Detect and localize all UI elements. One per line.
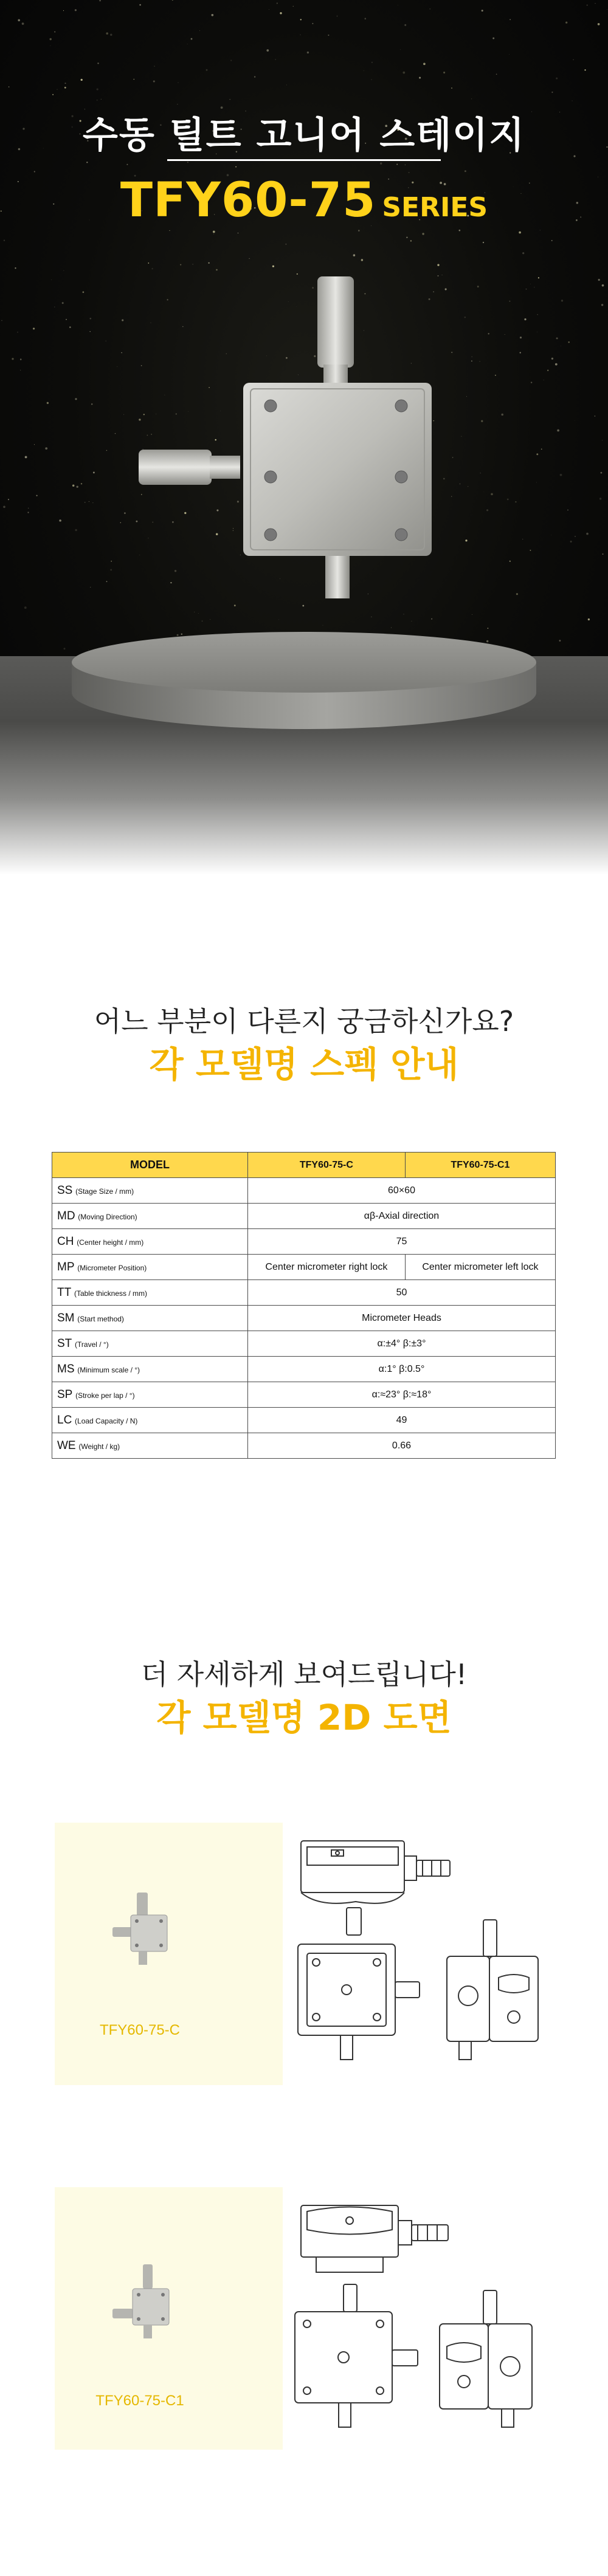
row-abbr: SP	[57, 1388, 73, 1401]
row-desc: (Start method)	[77, 1314, 124, 1323]
row-label	[52, 1178, 248, 1204]
row-desc: (Table thickness / mm)	[74, 1289, 147, 1298]
row-label	[52, 1255, 248, 1280]
table-row	[52, 1357, 556, 1382]
model-name-c: TFY60-75-C	[99, 2022, 181, 2038]
2d-drawing-c1	[283, 2187, 547, 2450]
model-card-c1	[55, 2187, 547, 2450]
row-abbr: SM	[57, 1311, 75, 1324]
table-row	[52, 1433, 556, 1459]
row-label	[52, 1280, 248, 1306]
row-value: 49	[248, 1408, 556, 1433]
2d-drawing-c	[283, 1823, 547, 2085]
row-abbr: MP	[57, 1260, 75, 1273]
row-value-c1: Center micrometer left lock	[405, 1255, 555, 1280]
model-name-c1: TFY60-75-C1	[95, 2393, 184, 2409]
row-label	[52, 1357, 248, 1382]
row-desc: (Minimum scale / °)	[77, 1365, 140, 1374]
row-abbr: ST	[57, 1337, 72, 1350]
row-abbr: SS	[57, 1184, 73, 1197]
row-desc: (Micrometer Position)	[77, 1263, 147, 1272]
spec-table	[52, 1152, 556, 1459]
row-value: α:≈23° β:≈18°	[248, 1382, 556, 1408]
series-label: SERIES	[382, 192, 488, 223]
row-label	[52, 1331, 248, 1357]
table-row	[52, 1331, 556, 1357]
table-row	[52, 1178, 556, 1204]
row-desc: (Stage Size / mm)	[75, 1187, 134, 1196]
product-thumbnail	[109, 2263, 182, 2348]
spec-question: 어느 부분이 다른지 궁금하신가요?	[94, 1005, 514, 1038]
row-abbr: MS	[57, 1362, 75, 1375]
model-card-c	[55, 1823, 547, 2085]
row-value: Micrometer Heads	[248, 1306, 556, 1331]
row-desc: (Weight / kg)	[78, 1442, 120, 1451]
row-abbr: CH	[57, 1235, 74, 1248]
drawing-panel	[283, 2187, 547, 2450]
table-row	[52, 1280, 556, 1306]
row-value: 60×60	[248, 1178, 556, 1204]
row-value: 75	[248, 1229, 556, 1255]
row-value: αβ-Axial direction	[248, 1204, 556, 1229]
row-value: 50	[248, 1280, 556, 1306]
table-row	[52, 1306, 556, 1331]
row-label	[52, 1306, 248, 1331]
row-desc: (Center height / mm)	[77, 1238, 144, 1247]
table-row	[52, 1229, 556, 1255]
drawing-panel	[283, 1823, 547, 2085]
row-abbr: WE	[57, 1439, 76, 1452]
row-value: α:1° β:0.5°	[248, 1357, 556, 1382]
table-row	[52, 1408, 556, 1433]
drawing-question: 더 자세하게 보여드립니다!	[140, 1658, 468, 1691]
table-row	[52, 1255, 556, 1280]
row-abbr: LC	[57, 1413, 72, 1427]
goniometer-stage-image	[0, 0, 608, 875]
header-col2: TFY60-75-C1	[405, 1153, 555, 1178]
hero-banner	[0, 0, 608, 875]
spec-heading: 각 모델명 스펙 안내	[149, 1044, 459, 1085]
row-label	[52, 1433, 248, 1459]
row-desc: (Stroke per lap / °)	[75, 1391, 135, 1400]
row-label	[52, 1229, 248, 1255]
header-model: MODEL	[52, 1153, 248, 1178]
table-row	[52, 1204, 556, 1229]
drawing-heading: 각 모델명 2D 도면	[156, 1697, 452, 1738]
table-row	[52, 1382, 556, 1408]
product-thumbnail	[109, 1889, 182, 1975]
row-abbr: MD	[57, 1209, 75, 1222]
header-col1: TFY60-75-C	[248, 1153, 406, 1178]
row-desc: (Travel / °)	[75, 1340, 109, 1349]
row-desc: (Load Capacity / N)	[75, 1416, 138, 1425]
row-value: α:±4° β:±3°	[248, 1331, 556, 1357]
row-label	[52, 1382, 248, 1408]
model-code: TFY60-75	[120, 173, 376, 228]
spec-table-header	[52, 1153, 556, 1178]
row-value: 0.66	[248, 1433, 556, 1459]
row-desc: (Moving Direction)	[78, 1212, 137, 1221]
row-abbr: TT	[57, 1286, 72, 1299]
row-label	[52, 1204, 248, 1229]
row-value-c: Center micrometer right lock	[248, 1255, 406, 1280]
row-label	[52, 1408, 248, 1433]
hero-title: 수동 틸트 고니어 스테이지	[82, 114, 526, 157]
